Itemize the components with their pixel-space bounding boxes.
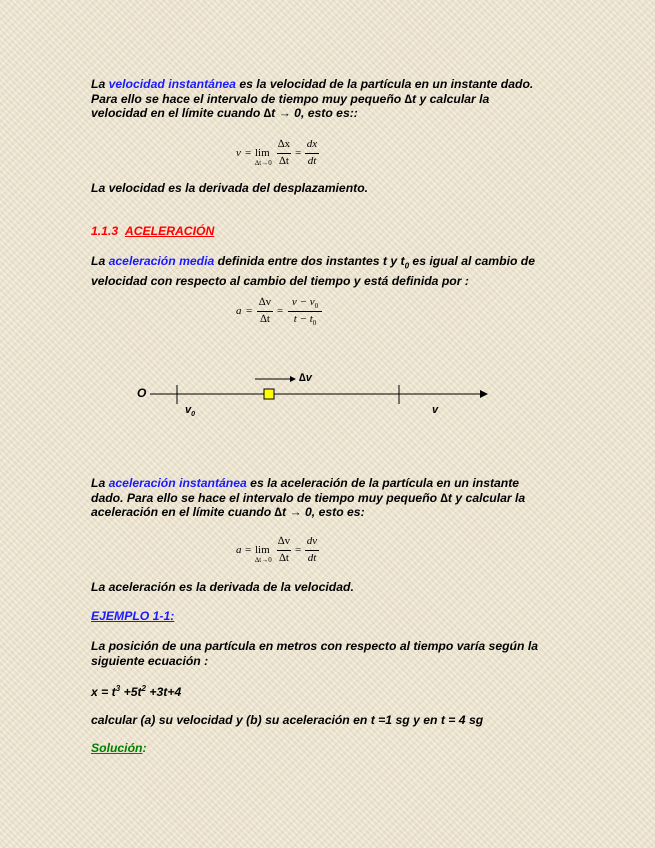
link-aceleracion-instantanea[interactable]: aceleración instantánea [108, 476, 247, 490]
eq-num1 [276, 535, 292, 547]
fraction-line [288, 311, 322, 312]
eq-equals: = [245, 147, 252, 159]
eq-num2: dv [306, 535, 318, 547]
section-number: 1.1.3 [91, 224, 119, 238]
eq-den2: dt [307, 552, 317, 564]
paragraph-line [91, 476, 571, 491]
paragraph-line [91, 77, 571, 92]
paragraph-velocidad-instantanea [91, 77, 571, 121]
eq-lhs: a [236, 544, 242, 556]
eq-lim-sub: ∆t→0 [255, 159, 272, 167]
link-velocidad-instantanea[interactable]: velocidad instantánea [108, 77, 236, 91]
superscript: 2 [141, 684, 146, 693]
paragraph-derivada-velocidad: La aceleración es la derivada de la velocidad. [91, 580, 354, 594]
paragraph-line: velocidad con respecto al cambio del tiempo y está definida por : [91, 273, 469, 288]
example-heading[interactable]: EJEMPLO 1-1: [91, 609, 175, 623]
axis-arrowhead [480, 390, 488, 398]
text: ∆x [277, 138, 291, 150]
eq-equals-2: = [295, 544, 302, 556]
eq-num1 [256, 296, 274, 308]
subscript: 0 [314, 302, 319, 311]
eq-den2: dt [307, 155, 317, 167]
position-formula [91, 682, 571, 700]
eq-den1 [276, 155, 292, 167]
eq-den1 [276, 552, 292, 564]
text: v [185, 404, 192, 416]
paragraph-line: dado. Para ello se hace el intervalo de tiempo muy pequeño ∆t y calcular la [91, 490, 526, 505]
text: definida entre dos instantes t y t [214, 254, 405, 268]
text: ∆v [277, 535, 291, 547]
text: La [91, 476, 109, 490]
paragraph-calcular: calcular (a) su velocidad y (b) su aceleración en t =1 sg y en t = 4 sg [91, 713, 484, 727]
text: t − t [293, 313, 313, 325]
solution-heading [91, 741, 571, 756]
link-aceleracion-media[interactable]: aceleración media [108, 254, 215, 268]
text: ∆t [279, 155, 289, 167]
paragraph-line: siguiente ecuación : [91, 653, 209, 668]
eq-num2 [287, 296, 323, 310]
eq-equals: = [246, 305, 253, 317]
motion-diagram [130, 368, 500, 418]
delta-v-label: ∆v [299, 372, 312, 384]
superscript: 3 [115, 684, 121, 693]
eq-equals: = [245, 544, 252, 556]
equation-aceleracion-instantanea [236, 535, 336, 569]
text: +5t [120, 685, 142, 700]
v-label: v [432, 404, 439, 416]
text: es la velocidad de la partícula en un instante dado. [235, 77, 534, 91]
paragraph-ejemplo-enunciado [91, 639, 571, 668]
paragraph-line: La posición de una partícula en metros con respecto al tiempo varía según la [91, 639, 538, 653]
fraction-line [305, 550, 319, 551]
text: es la aceleración de la partícula en un instante [246, 476, 520, 490]
paragraph-line: Para ello se hace el intervalo de tiempo muy pequeño ∆t y calcular la [91, 91, 490, 106]
solution-link[interactable]: Solución [91, 741, 143, 755]
particle-marker [264, 389, 274, 399]
text: x = t [91, 685, 116, 700]
section-title: ACELERACIÓN [124, 224, 215, 238]
paragraph-aceleracion-media [91, 254, 571, 288]
paragraph-line [91, 254, 571, 274]
fraction-line [277, 153, 291, 154]
eq-equals-2: = [277, 305, 284, 317]
eq-lim: lim [255, 544, 270, 556]
eq-lim-sub: ∆t→0 [255, 556, 272, 564]
fraction-line [257, 311, 273, 312]
equation-aceleracion-media [236, 296, 346, 332]
text: La [91, 254, 109, 268]
text: ∆v [258, 296, 272, 308]
subscript: 0 [312, 319, 317, 328]
section-heading [91, 224, 571, 239]
eq-num2: dx [306, 138, 318, 150]
paragraph-aceleracion-instantanea [91, 476, 571, 520]
eq-lim: lim [255, 147, 270, 159]
v0-label [185, 404, 195, 418]
fraction-line [277, 550, 291, 551]
eq-lhs: a [236, 305, 242, 317]
text: ∆t [260, 313, 270, 325]
eq-lhs: v [236, 147, 241, 159]
text: ∆t [279, 552, 289, 564]
eq-den1 [256, 313, 274, 325]
text: La [91, 77, 109, 91]
equation-velocidad-instantanea [236, 138, 336, 172]
text: +3t+4 [145, 685, 182, 700]
text: : [142, 741, 147, 755]
text: es igual al cambio de [409, 254, 536, 268]
text: v − v [291, 296, 315, 308]
fraction-line [305, 153, 319, 154]
paragraph-derivada-desplazamiento: La velocidad es la derivada del desplazamiento. [91, 181, 369, 195]
origin-label: O [137, 386, 147, 400]
eq-equals-2: = [295, 147, 302, 159]
subscript: 0 [191, 411, 196, 419]
subscript: 0 [404, 261, 410, 271]
paragraph-line: velocidad en el límite cuando ∆t → 0, esto es:: [91, 106, 358, 120]
eq-num1 [276, 138, 292, 150]
eq-den2 [287, 313, 323, 327]
delta-v-arrowhead [290, 376, 296, 382]
paragraph-line: aceleración en el límite cuando ∆t → 0, esto es: [91, 505, 365, 519]
